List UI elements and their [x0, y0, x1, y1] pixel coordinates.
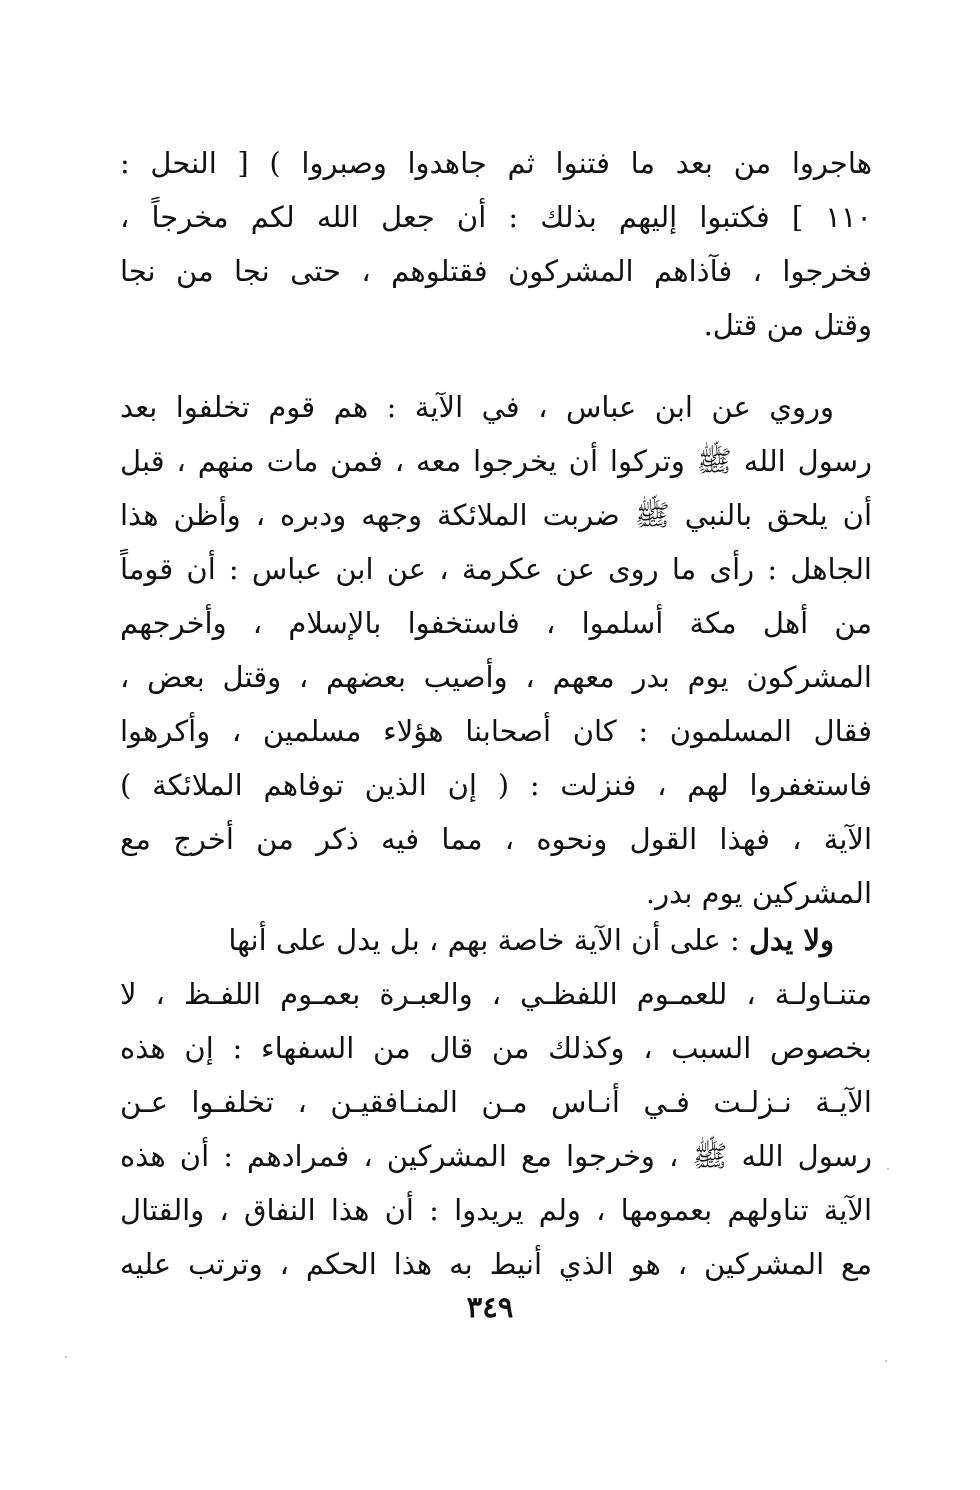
text-line: فاستغفروا لهم ، فنزلت : ( إن الذين توفاهم الملائكة ): [120, 768, 872, 802]
text-line: الآية تناولهم بعمومها ، ولم يريدوا : أن هذا النفاق ، والقتال: [120, 1193, 872, 1227]
paragraph-3: [120, 913, 872, 1291]
text-line: الآية ، فهذا القول ونحوه ، مما فيه ذكر من أخرج مع: [120, 822, 872, 856]
text-line: ١١٠ ] فكتبوا إليهم بذلك : أن جعل الله لكم مخرجاً ،: [120, 200, 872, 234]
text-line: الآيـة نـزلـت فـي أنـاس مـن المنـافقيـن ، تخلفـوا عـن: [120, 1085, 872, 1119]
text-line: متنـاولـة ، للعمـوم اللفظـي ، والعبـرة بعمـوم اللفـظ ، لا: [120, 977, 872, 1011]
scan-speck: [887, 1168, 889, 1170]
text-line: فقال المسلمون : كان أصحابنا هؤلاء مسلمين ، وأكرهوا: [120, 714, 872, 748]
paragraph-1: [120, 136, 872, 352]
text-line: من أهل مكة أسلموا ، فاستخفوا بالإسلام ، وأخرجهم: [120, 606, 872, 640]
text-line: هاجروا من بعد ما فتنوا ثم جاهدوا وصبروا ) [ النحل :: [120, 146, 872, 180]
text-line: أن يلحق بالنبي ﷺ ضربت الملائكة وجهه ودبره ، وأظن هذا: [120, 498, 872, 532]
text-line: رسول الله ﷺ وتركوا أن يخرجوا معه ، فمن مات منهم ، قبل: [120, 444, 872, 478]
text-line: وروي عن ابن عباس ، في الآية : هم قوم تخلفوا بعد: [120, 390, 834, 424]
paragraph-2: [120, 380, 872, 920]
lead-phrase: ولا يدل: [748, 923, 834, 957]
text-line: الجاهل : رأى ما روى عن عكرمة ، عن ابن عباس : أن قوماً: [120, 552, 872, 586]
first-line-rest: : على أن الآية خاصة بهم ، بل يدل على أنها: [228, 923, 749, 957]
text-line: [120, 913, 872, 967]
page-number: ٣٤٩: [466, 1290, 514, 1324]
scan-speck: [65, 1356, 67, 1358]
text-line: المشركون يوم بدر معهم ، وأصيب بعضهم ، وقتل بعض ،: [120, 660, 872, 694]
text-line: وقتل من قتل.: [703, 308, 872, 342]
text-line: المشركين يوم بدر.: [645, 876, 872, 910]
scan-speck: [885, 1360, 887, 1362]
text-line: فخرجوا ، فآذاهم المشركون فقتلوهم ، حتى نجا من نجا: [120, 254, 872, 288]
text-line: بخصوص السبب ، وكذلك من قال من السفهاء : إن هذه: [120, 1031, 872, 1065]
text-line: رسول الله ﷺ ، وخرجوا مع المشركين ، فمرادهم : أن هذه: [120, 1139, 872, 1173]
text-line: مع المشركين ، هو الذي أنيط به هذا الحكم ، وترتب عليه: [120, 1247, 872, 1281]
